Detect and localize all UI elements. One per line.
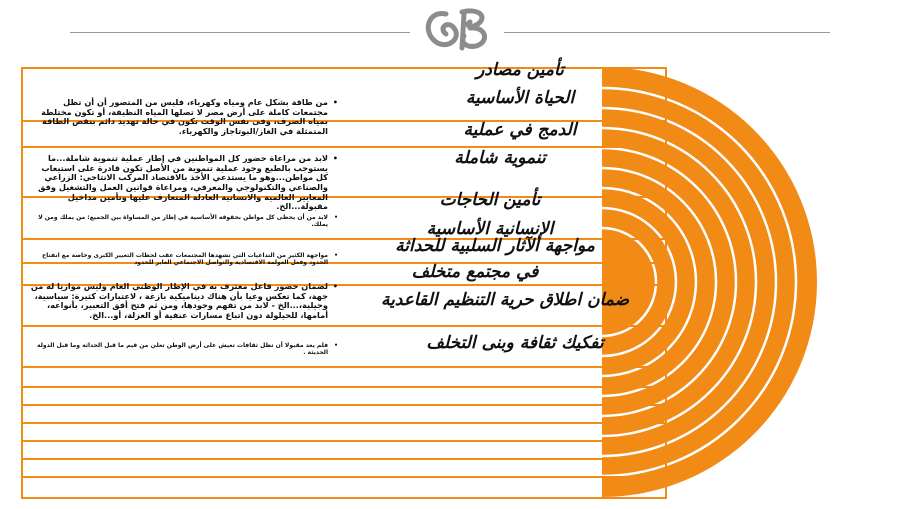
row-divider (21, 422, 667, 424)
bullet-item: • مواجهة الكثير من التداعيات التي تشهدها المجتمعات عقب لحظات التغيير الكبرى وخاصة مع انفتاح الحدود وفعل العولمة الاقتصادية والتواصل الاجتماعي العابر للحدود (28, 252, 336, 266)
bullet-item: • من طاقة بشكل عام ومياه وكهرباء، فليس من المتصور أن أن تظل مجتمعات كاملة على أرض مصر لا تصلها المياه النظيفة، أو تكون مختلطة بمياه الصرف، وفى نفس الوقت تكون في حالة تهديد دائم بنقص الطاقة المتمثلة في الغاز/البوتاجاز والكهرباء. (28, 98, 336, 137)
row-title: في مجتمع متخلف (411, 262, 539, 282)
row-title: تفكيك ثقافة وبنى التخلف (426, 333, 604, 353)
row-title: تنموية شاملة (454, 148, 546, 168)
bullet-item: • لضمان حضور فاعل معترف به في الإطار الوطني العام وليس موازيا له من جهة، كما تعكس وعيا بأن هناك ديناميكية بازغة ، لاعتبارات كثيرة: سياسية، وجيلية،...الخ - لابد من تفهم وجودها، ومن ثم فتح أفق التعبير، بأنواعه، أمامها، للحيلولة دون اتباع مسارات عنفية أو العزلة، أو...الخ. (28, 282, 336, 321)
row-divider (21, 476, 667, 478)
row-title: تأمين مصادر (476, 60, 564, 80)
row-title: الحياة الأساسية (465, 88, 575, 108)
bullet-item: • لابد من أن يحظى كل مواطن بحقوقه الأساسية في إطار من المساواة بين الجميع: من يملك ومن لا يملك. (28, 214, 336, 228)
row-description (28, 342, 346, 356)
row-divider (21, 325, 667, 327)
row-title: ضمان اطلاق حرية التنظيم القاعدية (380, 290, 630, 310)
bullet-item: • لابد من مراعاة حضور كل المواطنين في إطار عملية تنموية شاملة...ما يستوجب بالطبع وجود عملية تنموية من الأصل تكون قادرة على استيعاب كل مواطن...وهو ما يستدعي الأخذ بالاقتصاد المركب الانتاجي: الزراعي والصناعي والتكنولوجي والمعرفي، ومراعاة قوانين العمل والتشغيل وفق المعايير العالمية والانسانية العادلة المتعارف عليها وتأمين مداخيل مقبولة...الخ. (28, 154, 336, 212)
row-description (28, 252, 346, 266)
row-description (28, 282, 346, 321)
row-description (28, 154, 346, 228)
row-title: الدمج في عملية (463, 120, 577, 140)
row-divider (21, 404, 667, 406)
row-title: مواجهة الآثار السلبية للحداثة (395, 236, 595, 256)
row-title: تأمين الحاجات (439, 190, 541, 210)
row-title: الإنسانية الأساسية (426, 219, 554, 239)
bullet-item: • فلم يعد مقبولا أن تظل ثقافات تعيش على أرض الوطن تعلي من قيم ما قبل الحداثة وما قبل الدولة الحديثة . (28, 342, 336, 356)
row-divider (21, 366, 667, 368)
row-divider (21, 458, 667, 460)
row-description (28, 98, 346, 137)
row-divider (21, 440, 667, 442)
row-divider (21, 386, 667, 388)
